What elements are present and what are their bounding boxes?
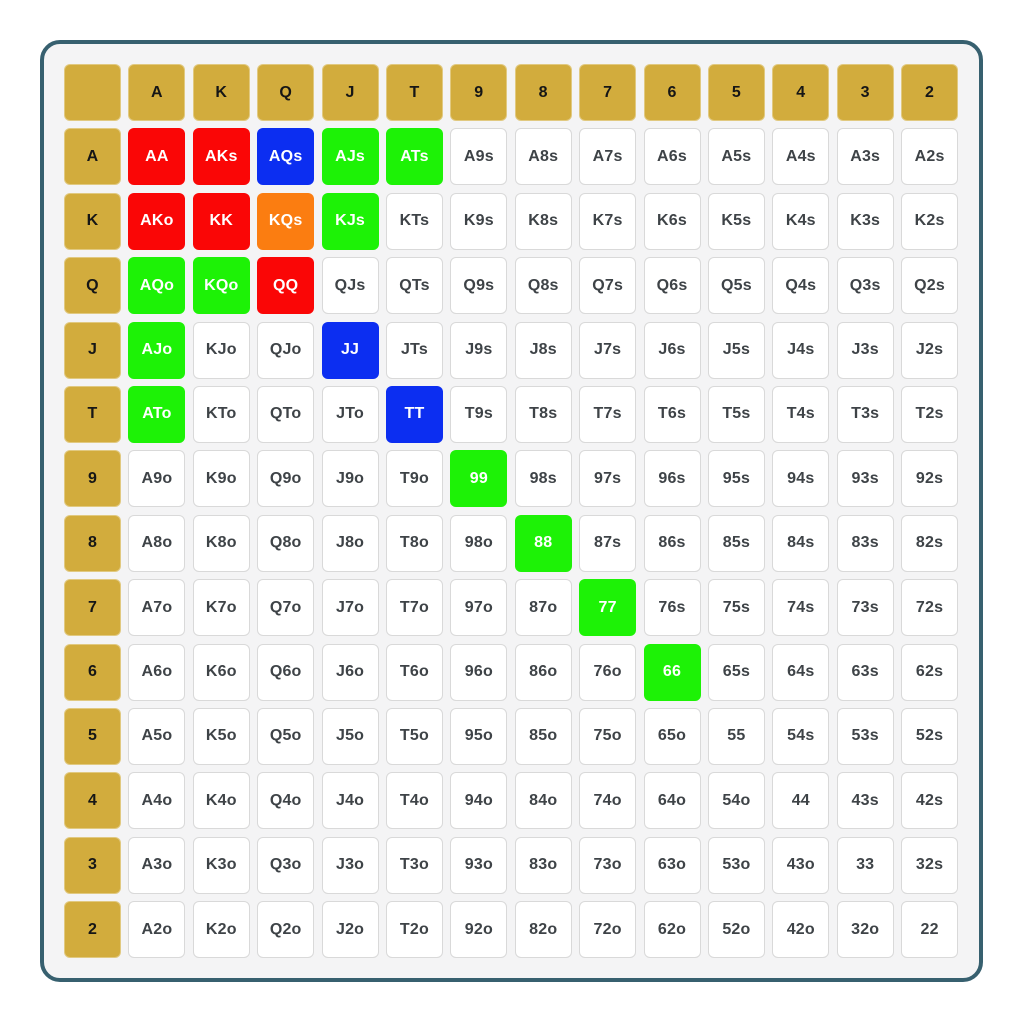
hand-cell[interactable]: TT [386,386,443,443]
hand-cell[interactable]: K9s [450,193,507,250]
hand-cell[interactable]: 42s [901,772,958,829]
hand-cell[interactable]: J7o [322,579,379,636]
row-header-cell: 3 [64,837,121,894]
hand-cell[interactable]: K2o [193,901,250,958]
hand-cell[interactable]: Q9o [257,450,314,507]
row-header-cell: 8 [64,515,121,572]
row-header-cell: 9 [64,450,121,507]
hand-cell[interactable]: A9s [450,128,507,185]
hand-cell[interactable]: Q2o [257,901,314,958]
hand-cell[interactable]: 66 [644,644,701,701]
row-header-cell: J [64,322,121,379]
hand-cell[interactable]: J5s [708,322,765,379]
hand-cell[interactable]: 65s [708,644,765,701]
column-header-cell: K [193,64,250,121]
hand-cell[interactable]: AQs [257,128,314,185]
hand-cell[interactable]: K5o [193,708,250,765]
hand-cell[interactable]: K6o [193,644,250,701]
column-header-cell: T [386,64,443,121]
hand-cell[interactable]: 76s [644,579,701,636]
hand-cell[interactable]: KQs [257,193,314,250]
hand-cell[interactable]: J8o [322,515,379,572]
hand-cell[interactable]: 74s [772,579,829,636]
hand-cell[interactable]: A5s [708,128,765,185]
hand-cell[interactable]: KK [193,193,250,250]
hand-cell[interactable]: 97s [579,450,636,507]
hand-cell[interactable]: J9s [450,322,507,379]
hand-cell[interactable]: 93s [837,450,894,507]
hand-cell[interactable]: T8s [515,386,572,443]
hand-cell[interactable]: 55 [708,708,765,765]
hand-cell[interactable]: 43s [837,772,894,829]
hand-cell[interactable]: 95o [450,708,507,765]
hand-cell[interactable]: 88 [515,515,572,572]
hand-cell[interactable]: 94s [772,450,829,507]
hand-cell[interactable]: 83o [515,837,572,894]
hand-cell[interactable]: 85s [708,515,765,572]
hand-cell[interactable]: 22 [901,901,958,958]
hand-cell[interactable]: AJs [322,128,379,185]
hand-cell[interactable]: 62o [644,901,701,958]
hand-cell[interactable]: K2s [901,193,958,250]
hand-cell[interactable]: T3o [386,837,443,894]
hand-cell[interactable]: Q3s [837,257,894,314]
hand-cell[interactable]: K9o [193,450,250,507]
hand-cell[interactable]: Q8s [515,257,572,314]
hand-cell[interactable]: 82o [515,901,572,958]
hand-cell[interactable]: A9o [128,450,185,507]
hand-cell[interactable]: Q9s [450,257,507,314]
row-header-cell: K [64,193,121,250]
hand-cell[interactable]: Q8o [257,515,314,572]
hand-cell[interactable]: 87s [579,515,636,572]
hand-cell[interactable]: 62s [901,644,958,701]
hand-cell[interactable]: ATs [386,128,443,185]
hand-cell[interactable]: KTo [193,386,250,443]
hand-cell[interactable]: 76o [579,644,636,701]
hand-cell[interactable]: 99 [450,450,507,507]
hand-cell[interactable]: T6o [386,644,443,701]
hand-cell[interactable]: 98o [450,515,507,572]
hand-cell[interactable]: KQo [193,257,250,314]
hand-cell[interactable]: J4s [772,322,829,379]
hand-cell[interactable]: 83s [837,515,894,572]
hand-cell[interactable]: J2s [901,322,958,379]
hand-cell[interactable]: 95s [708,450,765,507]
column-header-cell: 3 [837,64,894,121]
hand-cell[interactable]: Q4s [772,257,829,314]
hand-cell[interactable]: 33 [837,837,894,894]
hand-cell[interactable]: 73o [579,837,636,894]
hand-cell[interactable]: 74o [579,772,636,829]
hand-cell[interactable]: AA [128,128,185,185]
hand-cell[interactable]: 75o [579,708,636,765]
hand-cell[interactable]: Q4o [257,772,314,829]
row-header-cell: 7 [64,579,121,636]
hand-cell[interactable]: Q6s [644,257,701,314]
hand-cell[interactable]: 63o [644,837,701,894]
hand-cell[interactable]: Q6o [257,644,314,701]
hand-cell[interactable]: 52o [708,901,765,958]
hand-cell[interactable]: 86s [644,515,701,572]
column-header-cell: 6 [644,64,701,121]
hand-matrix [64,64,958,958]
range-chart-panel [40,40,983,982]
hand-cell[interactable]: 42o [772,901,829,958]
hand-cell[interactable]: 64o [644,772,701,829]
hand-cell[interactable]: 54o [708,772,765,829]
column-header-cell: 7 [579,64,636,121]
column-header-cell: 8 [515,64,572,121]
hand-cell[interactable]: 87o [515,579,572,636]
hand-cell[interactable]: T7s [579,386,636,443]
hand-cell[interactable]: 32o [837,901,894,958]
column-header-cell: 4 [772,64,829,121]
hand-cell[interactable]: AJo [128,322,185,379]
row-header-cell: Q [64,257,121,314]
hand-cell[interactable]: 72s [901,579,958,636]
column-header-cell: A [128,64,185,121]
hand-cell[interactable]: Q3o [257,837,314,894]
hand-cell[interactable]: Q2s [901,257,958,314]
row-header-cell: 5 [64,708,121,765]
hand-cell[interactable]: J4o [322,772,379,829]
hand-cell[interactable]: K3s [837,193,894,250]
hand-cell[interactable]: 82s [901,515,958,572]
hand-cell[interactable]: J9o [322,450,379,507]
hand-cell[interactable]: 73s [837,579,894,636]
hand-cell[interactable]: T8o [386,515,443,572]
hand-cell[interactable]: 92s [901,450,958,507]
hand-cell[interactable]: A8s [515,128,572,185]
hand-cell[interactable]: K7s [579,193,636,250]
hand-cell[interactable]: T6s [644,386,701,443]
hand-cell[interactable]: 84o [515,772,572,829]
column-header-cell: J [322,64,379,121]
hand-cell[interactable]: K5s [708,193,765,250]
hand-cell[interactable]: 32s [901,837,958,894]
hand-cell[interactable]: JTo [322,386,379,443]
corner-cell [64,64,121,121]
hand-cell[interactable]: A7s [579,128,636,185]
hand-cell[interactable]: J2o [322,901,379,958]
hand-cell[interactable]: 52s [901,708,958,765]
hand-cell[interactable]: J3s [837,322,894,379]
hand-cell[interactable]: T5o [386,708,443,765]
hand-cell[interactable]: JJ [322,322,379,379]
hand-cell[interactable]: A2s [901,128,958,185]
row-header-cell: T [64,386,121,443]
hand-cell[interactable]: AKs [193,128,250,185]
hand-cell[interactable]: A3o [128,837,185,894]
hand-cell[interactable]: T2s [901,386,958,443]
hand-cell[interactable]: ATo [128,386,185,443]
hand-cell[interactable]: T4s [772,386,829,443]
hand-cell[interactable]: K3o [193,837,250,894]
hand-cell[interactable]: QJs [322,257,379,314]
row-header-cell: 6 [64,644,121,701]
hand-cell[interactable]: J3o [322,837,379,894]
hand-cell[interactable]: 77 [579,579,636,636]
row-header-cell: 2 [64,901,121,958]
hand-cell[interactable]: T3s [837,386,894,443]
hand-cell[interactable]: A3s [837,128,894,185]
hand-cell[interactable]: Q7s [579,257,636,314]
hand-cell[interactable]: 92o [450,901,507,958]
hand-cell[interactable]: QJo [257,322,314,379]
hand-cell[interactable]: QTs [386,257,443,314]
hand-cell[interactable]: A6s [644,128,701,185]
hand-cell[interactable]: Q7o [257,579,314,636]
hand-cell[interactable]: 98s [515,450,572,507]
hand-cell[interactable]: 63s [837,644,894,701]
hand-cell[interactable]: J7s [579,322,636,379]
hand-cell[interactable]: QQ [257,257,314,314]
hand-cell[interactable]: A4o [128,772,185,829]
hand-cell[interactable]: 97o [450,579,507,636]
hand-cell[interactable]: 64s [772,644,829,701]
hand-cell[interactable]: 85o [515,708,572,765]
hand-cell[interactable]: K6s [644,193,701,250]
hand-cell[interactable]: 53s [837,708,894,765]
hand-cell[interactable]: 75s [708,579,765,636]
hand-cell[interactable]: J6s [644,322,701,379]
hand-cell[interactable]: A7o [128,579,185,636]
column-header-cell: 9 [450,64,507,121]
hand-cell[interactable]: T9s [450,386,507,443]
hand-cell[interactable]: J8s [515,322,572,379]
hand-cell[interactable]: 44 [772,772,829,829]
hand-cell[interactable]: Q5s [708,257,765,314]
hand-cell[interactable]: 53o [708,837,765,894]
hand-cell[interactable]: KTs [386,193,443,250]
hand-cell[interactable]: 65o [644,708,701,765]
row-header-cell: 4 [64,772,121,829]
hand-cell[interactable]: AQo [128,257,185,314]
hand-cell[interactable]: Q5o [257,708,314,765]
hand-cell[interactable]: 86o [515,644,572,701]
hand-cell[interactable]: 72o [579,901,636,958]
hand-cell[interactable]: J5o [322,708,379,765]
hand-cell[interactable]: A8o [128,515,185,572]
hand-cell[interactable]: KJs [322,193,379,250]
hand-cell[interactable]: JTs [386,322,443,379]
column-header-cell: 5 [708,64,765,121]
hand-cell[interactable]: T2o [386,901,443,958]
hand-cell[interactable]: 96s [644,450,701,507]
row-header-cell: A [64,128,121,185]
hand-cell[interactable]: K8o [193,515,250,572]
hand-cell[interactable]: K4o [193,772,250,829]
hand-cell[interactable]: KJo [193,322,250,379]
hand-cell[interactable]: 94o [450,772,507,829]
hand-cell[interactable]: J6o [322,644,379,701]
hand-cell[interactable]: A5o [128,708,185,765]
hand-cell[interactable]: 54s [772,708,829,765]
hand-cell[interactable]: K4s [772,193,829,250]
hand-cell[interactable]: T7o [386,579,443,636]
hand-cell[interactable]: QTo [257,386,314,443]
hand-cell[interactable]: A6o [128,644,185,701]
column-header-cell: Q [257,64,314,121]
hand-cell[interactable]: T4o [386,772,443,829]
hand-cell[interactable]: K8s [515,193,572,250]
hand-cell[interactable]: 43o [772,837,829,894]
hand-cell[interactable]: A4s [772,128,829,185]
hand-cell[interactable]: 93o [450,837,507,894]
hand-cell[interactable]: AKo [128,193,185,250]
column-header-cell: 2 [901,64,958,121]
hand-cell[interactable]: A2o [128,901,185,958]
hand-cell[interactable]: K7o [193,579,250,636]
hand-cell[interactable]: 96o [450,644,507,701]
hand-cell[interactable]: 84s [772,515,829,572]
hand-cell[interactable]: T5s [708,386,765,443]
hand-cell[interactable]: T9o [386,450,443,507]
